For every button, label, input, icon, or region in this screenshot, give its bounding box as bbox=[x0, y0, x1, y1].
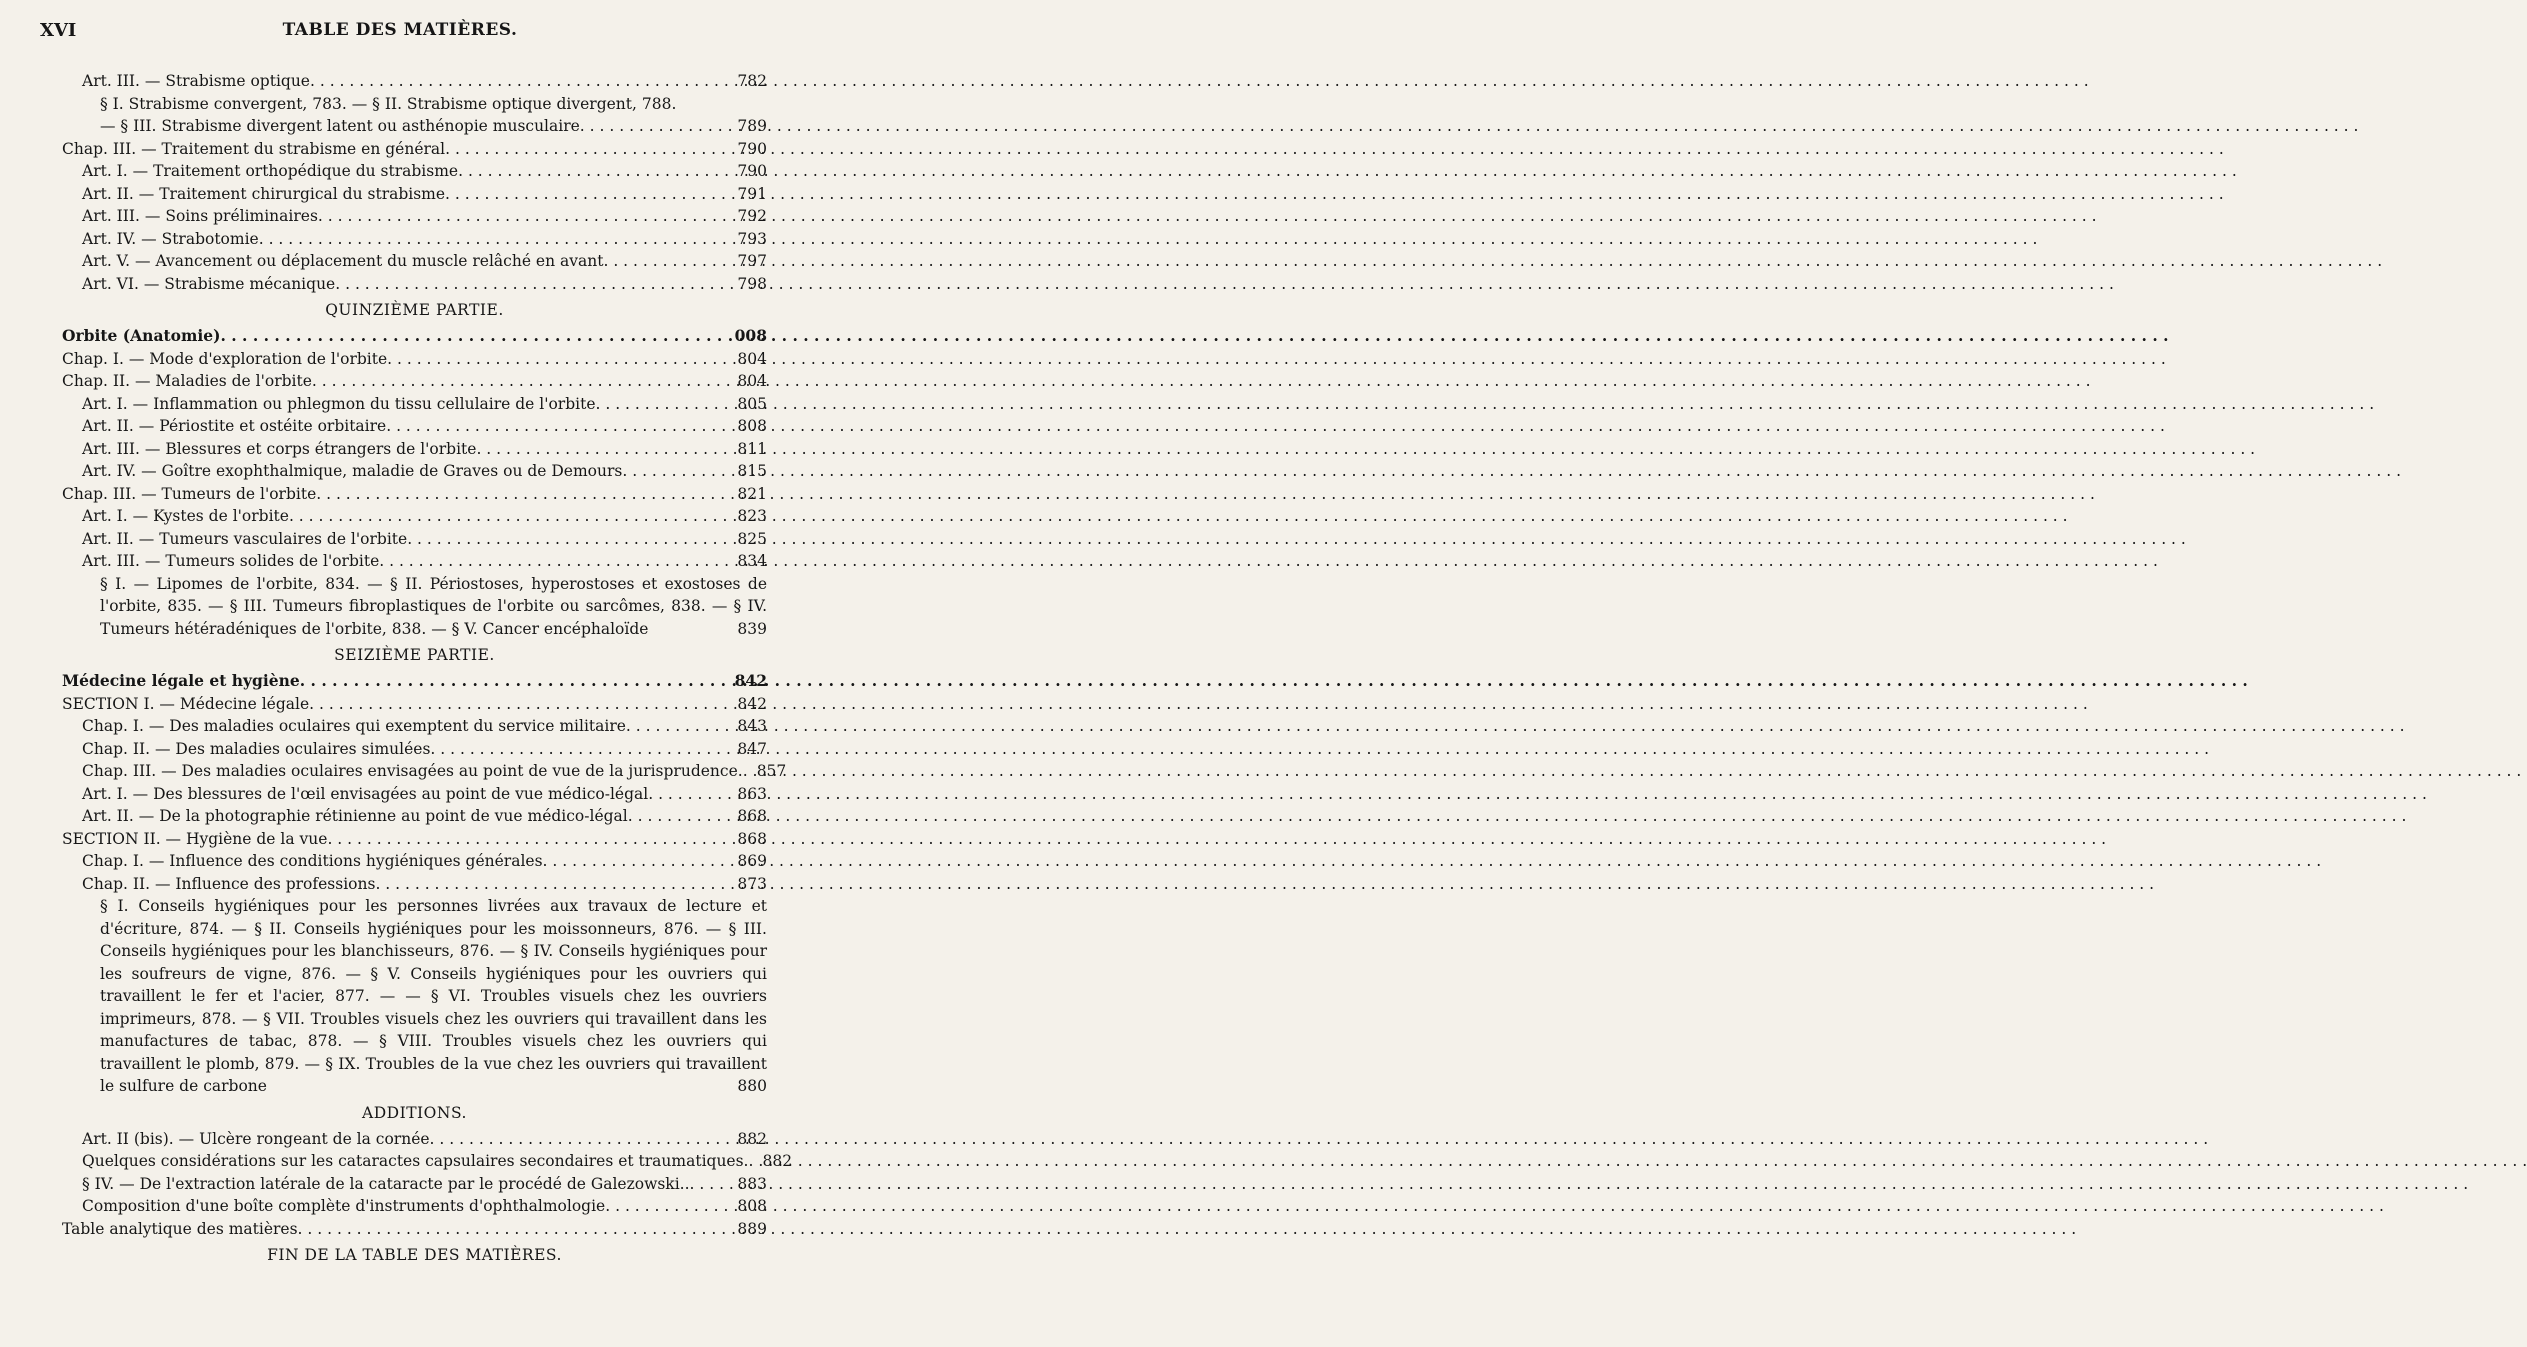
dot-leader bbox=[458, 160, 733, 183]
page-ref: 792 bbox=[737, 207, 767, 225]
dot-leader bbox=[407, 528, 733, 551]
dot-leader bbox=[386, 415, 733, 438]
entry-label: Chap. III. — Des maladies oculaires envisagées au point de vue de la jurisprudence. bbox=[82, 762, 743, 780]
entry-label: Chap. I. — Influence des conditions hygiéniques générales bbox=[82, 852, 543, 870]
toc-entry bbox=[62, 670, 767, 693]
toc-entry bbox=[62, 228, 767, 251]
toc-entry bbox=[62, 483, 767, 506]
page-ref: 804 bbox=[737, 349, 767, 368]
toc-entry bbox=[62, 1150, 793, 1173]
dot-leader bbox=[312, 370, 734, 393]
entry-label: Art. I. — Traitement orthopédique du strabisme bbox=[82, 162, 459, 180]
page-ref: 821 bbox=[737, 484, 767, 503]
toc-entry bbox=[62, 783, 767, 806]
entry-label: Art. IV. — Goître exophthalmique, maladie de Graves ou de Demours bbox=[82, 462, 623, 480]
toc-entry bbox=[62, 415, 767, 438]
dot-leader bbox=[476, 438, 733, 461]
toc-entry bbox=[62, 250, 767, 273]
dot-leader bbox=[318, 205, 734, 228]
toc-entry bbox=[62, 760, 787, 783]
page-ref: 857 bbox=[756, 762, 787, 780]
entry-label: § IV. — De l'extraction latérale de la cataracte par le procédé de Galezowski.. bbox=[82, 1174, 690, 1193]
dot-leader bbox=[690, 1173, 734, 1196]
dot-leader bbox=[335, 273, 733, 296]
dot-leader bbox=[430, 738, 733, 761]
dot-leader bbox=[543, 850, 734, 873]
dot-leader bbox=[596, 393, 734, 416]
toc-entry bbox=[62, 115, 767, 138]
entry-label: Chap. II. — Maladies de l'orbite bbox=[62, 372, 312, 390]
page-ref: 868 bbox=[737, 807, 767, 825]
toc-entry bbox=[62, 393, 767, 416]
entry-label: Art. I. — Des blessures de l'œil envisagées au point de vue médico-légal bbox=[82, 784, 649, 803]
dot-leader bbox=[379, 550, 733, 573]
entry-label: Art. V. — Avancement ou déplacement du muscle relâché en avant bbox=[82, 252, 604, 270]
page-ref: 823 bbox=[737, 507, 767, 525]
dot-leader bbox=[259, 228, 734, 251]
toc-entry bbox=[62, 205, 767, 228]
dot-leader bbox=[298, 1218, 734, 1241]
paragraph-text: § I. — Lipomes de l'orbite, 834. — § II. Périostoses, hyperostoses et exostoses de l'orbite, 835. — § III. Tumeurs fibroplastiques de l'orbite ou sarcômes, 838. — § IV. Tumeurs hétéradéniques de l'orbite, 838. — § V. Cancer encéphaloïde bbox=[100, 574, 767, 638]
dot-leader bbox=[622, 460, 733, 483]
dot-leader bbox=[220, 325, 730, 348]
toc-paragraph-orbite bbox=[62, 573, 767, 641]
toc-entry bbox=[62, 183, 767, 206]
page-ref: 873 bbox=[737, 874, 767, 893]
page-ref: 008 bbox=[734, 326, 767, 345]
toc-block-medecine bbox=[62, 670, 787, 895]
page-ref: 790 bbox=[737, 139, 767, 158]
toc-entry bbox=[62, 160, 767, 183]
toc-entry bbox=[62, 715, 767, 738]
page-ref: 843 bbox=[737, 717, 767, 735]
page-ref: 842 bbox=[737, 694, 767, 713]
entry-label: — § III. Strabisme divergent latent ou asthénopie musculaire bbox=[100, 117, 580, 135]
page-ref: 797 bbox=[737, 252, 767, 270]
entry-label: Art. II. — De la photographie rétinienne au point de vue médico-légal bbox=[82, 807, 628, 825]
dot-leader bbox=[327, 828, 733, 851]
page-ref: 839 bbox=[737, 619, 767, 638]
page-ref: 790 bbox=[737, 162, 767, 180]
entry-label: Composition d'une boîte complète d'instruments d'ophthalmologie bbox=[82, 1197, 606, 1215]
entry-label: Chap. II. — Des maladies oculaires simulées bbox=[82, 739, 431, 758]
toc-entry bbox=[62, 738, 767, 761]
dot-leader bbox=[375, 873, 733, 896]
dot-leader bbox=[289, 505, 733, 528]
page-ref: 869 bbox=[737, 852, 767, 870]
page-ref: 863 bbox=[737, 784, 767, 803]
entry-label: Art. IV. — Strabotomie bbox=[82, 229, 259, 248]
paragraph-text: § I. Conseils hygiéniques pour les personnes livrées aux travaux de lecture et d'écriture, 874. — § II. Conseils hygiéniques pour les moissonneurs, 876. — § III. Conseils hygiéniques pour les blanchisseurs, 876. — § IV. Conseils hygiéniques pour les soufreurs de vigne, 876. — § V. Conseils hygiéniques pour les ouvriers qui travaillent le fer et l'acier, 877. — — § VI. Troubles visuels chez les ouvriers imprimeurs, 878. — § VII. Troubles visuels chez les ouvriers qui travaillent dans les manufactures de tabac, 878. — § VIII. Troubles visuels chez les ouvriers qui travaillent le plomb, 879. — § IX. Troubles de la vue chez les ouvriers qui travaillent le sulfure de carbone bbox=[100, 897, 767, 1095]
page-ref: 889 bbox=[737, 1219, 767, 1238]
entry-label: Quelques considérations sur les cataractes capsulaires secondaires et traumatiques. bbox=[82, 1152, 749, 1170]
page-header bbox=[0, 20, 800, 50]
entry-label: SECTION I. — Médecine légale bbox=[62, 694, 310, 713]
entry-label: Chap. III. — Traitement du strabisme en général bbox=[62, 139, 446, 158]
toc-entry bbox=[62, 273, 767, 296]
entry-label: Art. I. — Kystes de l'orbite bbox=[82, 507, 289, 525]
page-ref: 882 bbox=[737, 1129, 767, 1148]
dot-leader bbox=[648, 783, 733, 806]
entry-label: § I. Strabisme convergent, 783. — § II. Strabisme optique divergent, 788. bbox=[100, 94, 677, 113]
entry-label: Art. III. — Blessures et corps étrangers de l'orbite bbox=[82, 439, 477, 458]
toc-entry bbox=[62, 1128, 767, 1151]
page-ref: 808 bbox=[737, 417, 767, 435]
toc-entry bbox=[62, 1173, 767, 1196]
toc-entry bbox=[62, 850, 767, 873]
document-page bbox=[0, 0, 800, 1347]
entry-label: Art. I. — Inflammation ou phlegmon du tissu cellulaire de l'orbite bbox=[82, 394, 596, 413]
page-ref: 847 bbox=[737, 739, 767, 758]
toc-entry bbox=[62, 438, 767, 461]
entry-label: Chap. II. — Influence des professions bbox=[82, 874, 376, 893]
toc-entry bbox=[62, 873, 767, 896]
entry-label: Art. II. — Traitement chirurgical du strabisme bbox=[82, 184, 446, 203]
toc-block-additions bbox=[62, 1128, 793, 1241]
page-ref: 798 bbox=[737, 274, 767, 293]
entry-label: Médecine légale et hygiène bbox=[62, 671, 300, 690]
end-footer: FIN DE LA TABLE DES MATIÈRES. bbox=[267, 1246, 562, 1264]
dot-leader bbox=[580, 115, 734, 138]
dot-leader bbox=[310, 70, 733, 93]
toc-entry bbox=[62, 805, 767, 828]
toc-entry bbox=[62, 370, 767, 393]
toc-entry bbox=[62, 550, 767, 573]
page-ref: 882 bbox=[762, 1152, 793, 1170]
dot-leader bbox=[743, 760, 753, 783]
dot-leader bbox=[316, 483, 733, 506]
part-heading-15: QUINZIÈME PARTIE. bbox=[325, 301, 504, 319]
page-ref: 811 bbox=[737, 439, 767, 458]
running-title: TABLE DES MATIÈRES. bbox=[282, 20, 518, 40]
entry-label: Art. III. — Soins préliminaires bbox=[82, 207, 318, 225]
toc-entry bbox=[62, 348, 767, 371]
page-ref: 883 bbox=[737, 1174, 767, 1193]
page-ref: 805 bbox=[737, 394, 767, 413]
toc-entry bbox=[62, 693, 767, 716]
toc-entry bbox=[62, 528, 767, 551]
page-ref: 791 bbox=[737, 184, 767, 203]
dot-leader bbox=[309, 693, 733, 716]
entry-label: Orbite (Anatomie) bbox=[62, 326, 221, 345]
dot-leader bbox=[445, 138, 733, 161]
part-heading-additions: ADDITIONS. bbox=[362, 1103, 467, 1122]
page-ref: 808 bbox=[737, 1197, 767, 1215]
page-ref: 804 bbox=[737, 372, 767, 390]
page-ref: 842 bbox=[734, 671, 767, 690]
dot-leader bbox=[387, 348, 733, 371]
entry-label: SECTION II. — Hygiène de la vue bbox=[62, 829, 328, 848]
entry-label: Chap. I. — Des maladies oculaires qui exemptent du service militaire bbox=[82, 717, 626, 735]
entry-label: Art. II. — Tumeurs vasculaires de l'orbite bbox=[82, 529, 408, 548]
entry-label: Art. III. — Tumeurs solides de l'orbite bbox=[82, 552, 380, 570]
dot-leader bbox=[603, 250, 733, 273]
toc-entry bbox=[62, 325, 767, 348]
toc-entry bbox=[62, 93, 767, 116]
entry-label: Table analytique des matières bbox=[62, 1219, 298, 1238]
page-ref: 793 bbox=[737, 229, 767, 248]
dot-leader bbox=[605, 1195, 733, 1218]
dot-leader bbox=[626, 715, 733, 738]
page-ref: 825 bbox=[737, 529, 767, 548]
toc-entry bbox=[62, 138, 767, 161]
toc-paragraph-professions bbox=[62, 895, 767, 1098]
page-ref: 782 bbox=[737, 72, 767, 90]
toc-entry bbox=[62, 828, 767, 851]
dot-leader bbox=[749, 1150, 759, 1173]
page-ref: 815 bbox=[737, 462, 767, 480]
entry-label: Art. II. — Périostite et ostéite orbitaire bbox=[82, 417, 387, 435]
toc-block-orbite bbox=[62, 325, 767, 573]
dot-leader bbox=[628, 805, 734, 828]
entry-label: Chap. III. — Tumeurs de l'orbite bbox=[62, 484, 317, 503]
toc-block-strabisme bbox=[62, 70, 767, 295]
page-number: XVI bbox=[40, 20, 77, 41]
entry-label: Chap. I. — Mode d'exploration de l'orbite bbox=[62, 349, 388, 368]
dot-leader bbox=[430, 1128, 734, 1151]
entry-label: Art. II (bis). — Ulcère rongeant de la cornée bbox=[82, 1129, 430, 1148]
page-ref: 789 bbox=[737, 117, 767, 135]
page-ref: 834 bbox=[737, 552, 767, 570]
entry-label: Art. VI. — Strabisme mécanique bbox=[82, 274, 336, 293]
toc-entry bbox=[62, 1195, 767, 1218]
dot-leader bbox=[445, 183, 733, 206]
dot-leader bbox=[300, 670, 731, 693]
toc-content bbox=[62, 70, 793, 1270]
toc-entry bbox=[62, 1218, 767, 1241]
toc-entry bbox=[62, 505, 767, 528]
part-heading-16: SEIZIÈME PARTIE. bbox=[334, 646, 495, 664]
page-ref: 868 bbox=[737, 829, 767, 848]
page-ref: 880 bbox=[737, 1077, 767, 1095]
toc-entry bbox=[62, 70, 767, 93]
toc-entry bbox=[62, 460, 767, 483]
entry-label: Art. III. — Strabisme optique bbox=[82, 72, 310, 90]
